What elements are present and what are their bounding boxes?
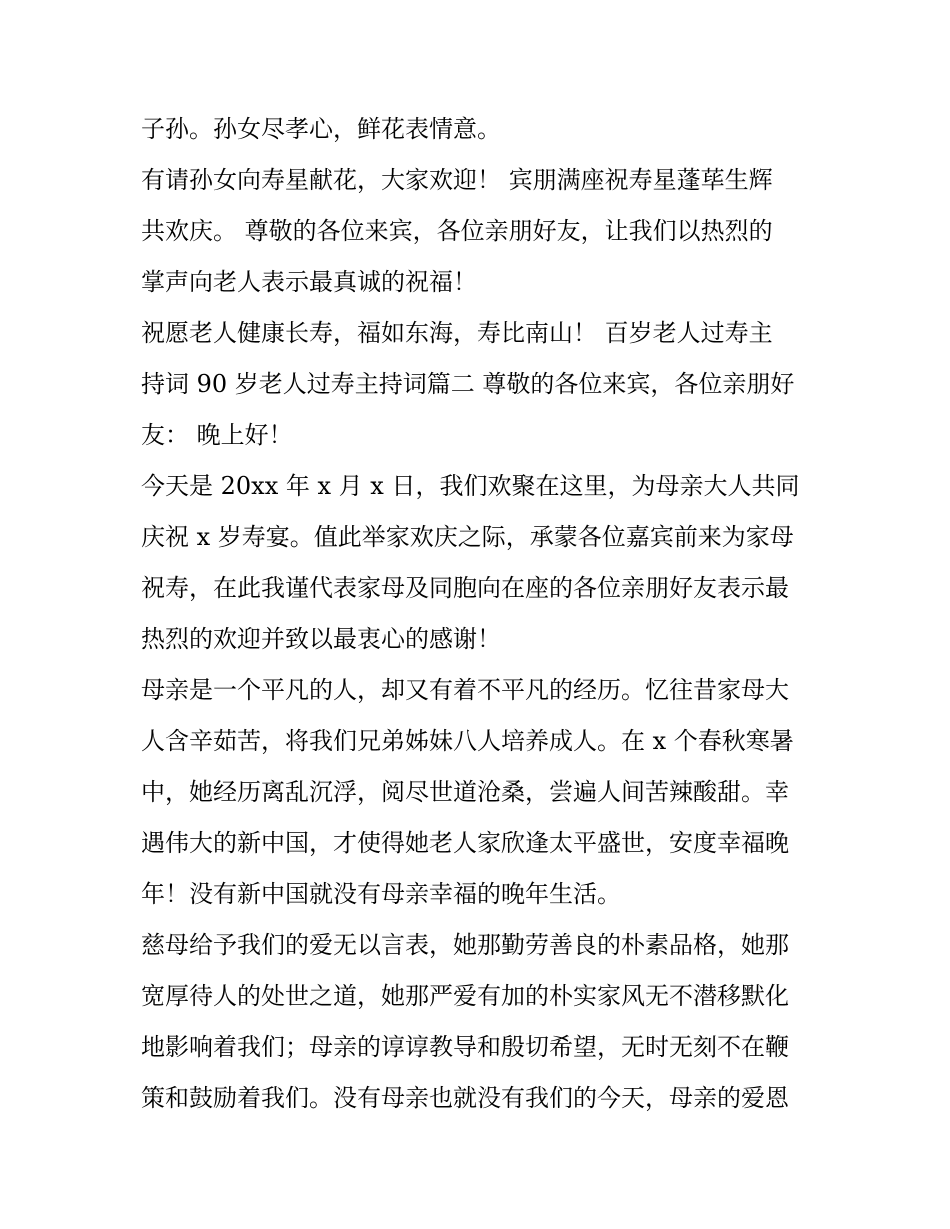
text-line: 持词 90 岁老人过寿主持词篇二 尊敬的各位来宾，各位亲朋好	[141, 370, 795, 398]
text-line: 宽厚待人的处世之道，她那严爱有加的朴实家风无不潜移默化	[141, 982, 789, 1010]
text-line: 策和鼓励着我们。没有母亲也就没有我们的今天，母亲的爱恩	[141, 1084, 789, 1112]
text-line: 母亲是一个平凡的人，却又有着不平凡的经历。忆往昔家母大	[141, 676, 789, 704]
text-line: 今天是 20xx 年 x 月 x 日，我们欢聚在这里，为母亲大人共同	[141, 472, 800, 500]
text-line: 地影响着我们；母亲的谆谆教导和殷切希望，无时无刻不在鞭	[141, 1033, 789, 1061]
text-line: 祝寿，在此我谨代表家母及同胞向在座的各位亲朋好友表示最	[141, 574, 789, 602]
text-line: 中，她经历离乱沉浮，阅尽世道沧桑，尝遍人间苦辣酸甜。幸	[141, 778, 789, 806]
document-body	[141, 104, 821, 1124]
text-line: 祝愿老人健康长寿，福如东海，寿比南山！ 百岁老人过寿主	[141, 319, 773, 347]
text-line: 年！没有新中国就没有母亲幸福的晚年生活。	[141, 880, 621, 908]
text-line: 庆祝 x 岁寿宴。值此举家欢庆之际，承蒙各位嘉宾前来为家母	[141, 523, 794, 551]
text-line: 人含辛茹苦，将我们兄弟姊妹八人培养成人。在 x 个春秋寒暑	[141, 727, 794, 755]
text-line: 慈母给予我们的爱无以言表，她那勤劳善良的朴素品格，她那	[141, 931, 789, 959]
text-line: 热烈的欢迎并致以最衷心的感谢！	[141, 625, 501, 653]
text-line: 有请孙女向寿星献花，大家欢迎！ 宾朋满座祝寿星蓬荜生辉	[141, 166, 773, 194]
text-line: 共欢庆。 尊敬的各位来宾，各位亲朋好友，让我们以热烈的	[141, 217, 773, 245]
text-line: 子孙。孙女尽孝心，鲜花表情意。	[141, 115, 501, 143]
text-line: 友： 晚上好！	[141, 421, 293, 449]
text-line: 遇伟大的新中国，才使得她老人家欣逢太平盛世，安度幸福晚	[141, 829, 789, 857]
text-line: 掌声向老人表示最真诚的祝福！	[141, 268, 477, 296]
